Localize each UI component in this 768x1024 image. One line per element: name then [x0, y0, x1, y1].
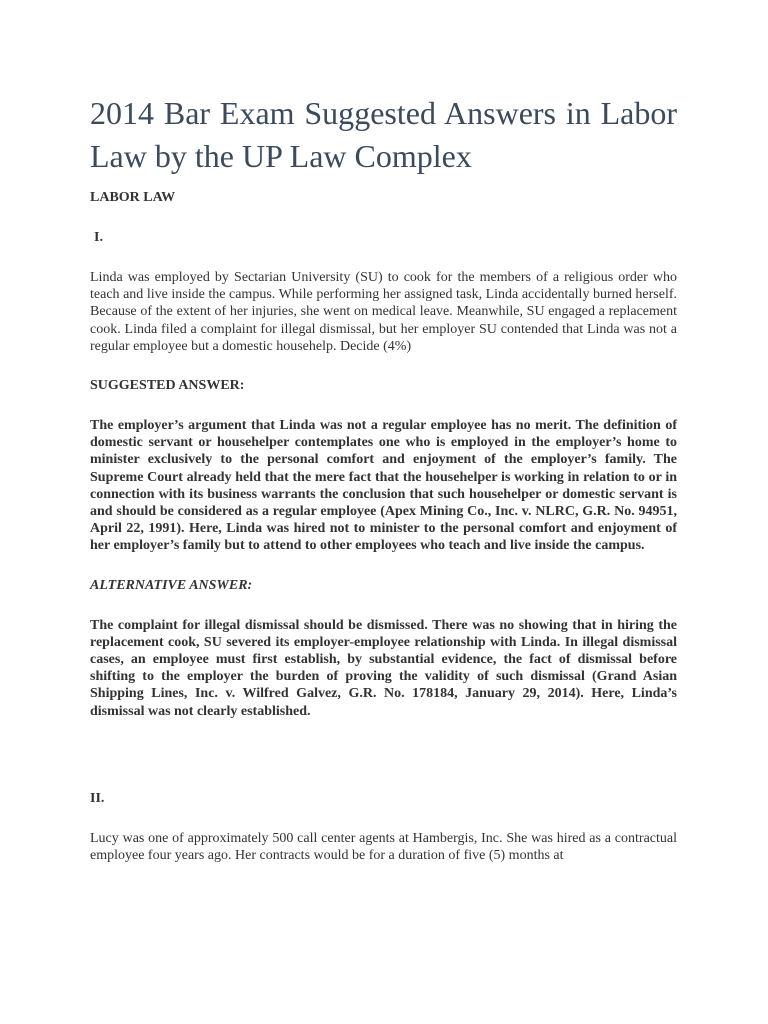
document-page: [90, 92, 677, 886]
section-heading: LABOR LAW: [90, 190, 176, 205]
alternative-answer-label: ALTERNATIVE ANSWER:: [90, 577, 253, 593]
suggested-answer-text: The employer’s argument that Linda was not a regular employee has no merit. The definition of domestic servant or househelper contemplates one who is employed in the employer’s home to minister exclusively to the personal comfort and enjoyment of the employer’s family. The Supreme Court already held that the mere fact that the househelper is working in relation to or in connection with its business warrants the conclusion that such househelper or domestic servant is and should be considered as a regular employee (Apex Mining Co., Inc. v. NLRC, G.R. No. 94951, April 22, 1991). Here, Linda was hired not to minister to the personal comfort and enjoyment of her employer’s family but to attend to other employees who teach and live inside the campus.: [90, 418, 677, 554]
document-title: 2014 Bar Exam Suggested Answers in Labor Law by the UP Law Complex: [90, 95, 677, 174]
question-1-text: Linda was employed by Sectarian University (SU) to cook for the members of a religious order who teach and live inside the campus. While performing her assigned task, Linda accidentally burned herself. Because of the extent of her injuries, she went on medical leave. Meanwhile, SU engaged a replacement cook. Linda filed a complaint for illegal dismissal, but her employer SU contended that Linda was not a regular employee but a domestic househelp. Decide (4%): [90, 270, 677, 354]
alternative-answer-text: The complaint for illegal dismissal should be dismissed. There was no showing that in hiring the replacement cook, SU severed its employer-employee relationship with Linda. In illegal dismissal cases, an employee must first establish, by substantial evidence, the fact of dismissal before shifting to the employer the burden of proving the validity of such dismissal (Grand Asian Shipping Lines, Inc. v. Wilfred Galvez, G.R. No. 178184, January 29, 2014). Here, Linda’s dismissal was not clearly established.: [90, 617, 677, 719]
blank-space: [90, 742, 677, 790]
question-number-2: II.: [90, 790, 105, 806]
suggested-answer-label: SUGGESTED ANSWER:: [90, 378, 245, 394]
question-2-text: Lucy was one of approximately 500 call center agents at Hambergis, Inc. She was hired as a contractual employee four years ago. Her contracts would be for a duration of five (5) months at: [90, 830, 677, 864]
question-number-1: I.: [94, 230, 103, 245]
